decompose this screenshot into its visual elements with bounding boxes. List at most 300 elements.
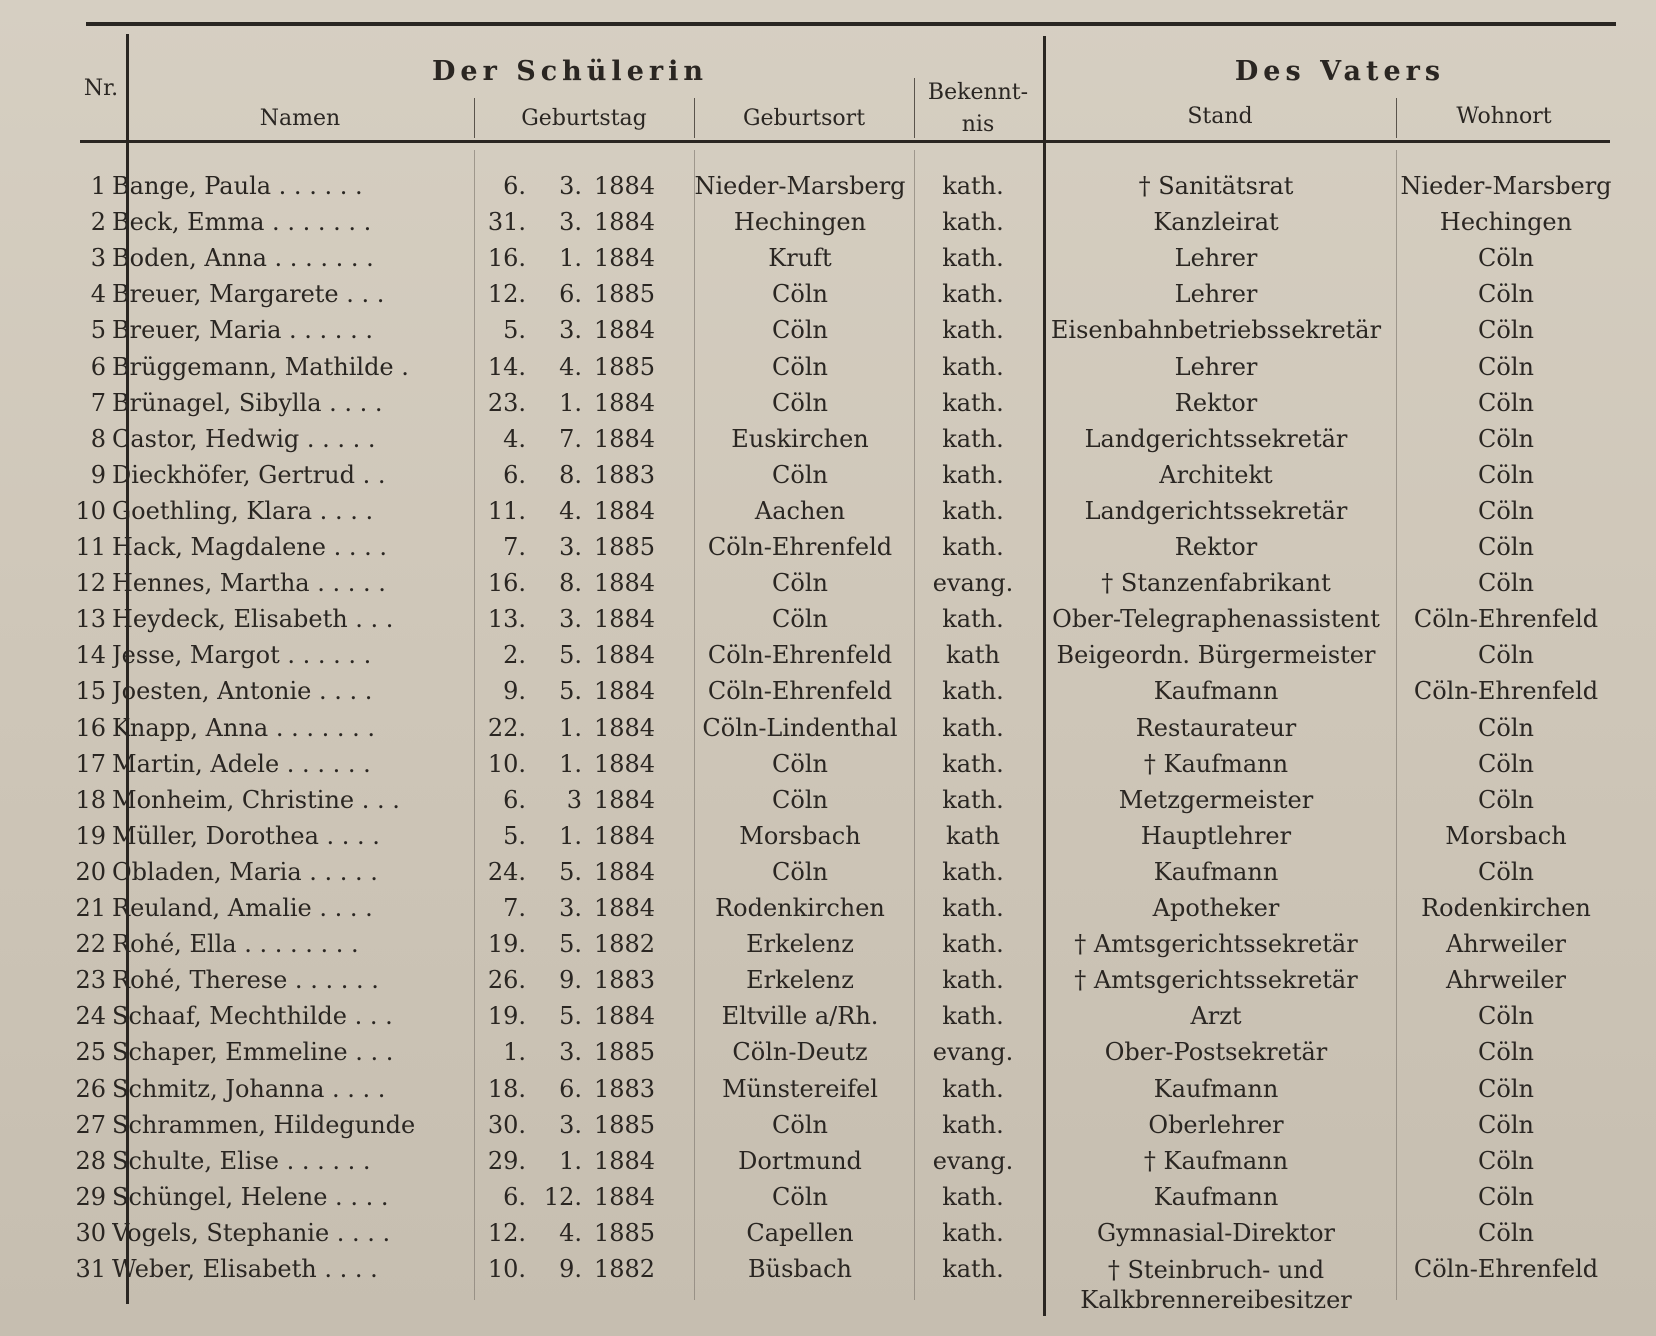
- father-occupation: Apotheker: [1152, 894, 1280, 922]
- birth-day: 22.: [487, 713, 526, 742]
- birth-day: 19.: [487, 1002, 526, 1031]
- father-occupation: Rektor: [1174, 388, 1258, 417]
- student-name: Obladen, Maria . . . . .: [112, 857, 378, 886]
- row-number: 26: [75, 1074, 106, 1103]
- birth-day: 31.: [487, 208, 526, 237]
- birth-year: 1885: [594, 1218, 656, 1247]
- birth-year: 1884: [594, 172, 656, 200]
- table-row: [0, 349, 1656, 385]
- table-row: [0, 1251, 1656, 1314]
- father-residence: Cöln: [1478, 1182, 1534, 1211]
- confession: kath.: [942, 785, 1004, 814]
- birth-year: 1884: [594, 1002, 656, 1031]
- father-residence: Cöln: [1478, 569, 1534, 598]
- birth-month: 3.: [559, 894, 582, 922]
- table-row: [0, 385, 1656, 421]
- birth-place: Eltville a/Rh.: [721, 1002, 879, 1031]
- father-occupation: Arzt: [1190, 1002, 1242, 1031]
- student-name: Knapp, Anna . . . . . . .: [112, 713, 376, 742]
- row-number: 17: [75, 749, 106, 778]
- birth-year: 1883: [594, 460, 656, 489]
- birth-place: Cöln: [772, 749, 828, 778]
- birth-place: Cöln-Deutz: [732, 1038, 868, 1067]
- father-occupation: Kaufmann: [1153, 857, 1279, 886]
- birth-month: 8.: [559, 460, 582, 489]
- birth-year: 1884: [594, 749, 656, 778]
- father-residence: Cöln: [1478, 785, 1534, 814]
- table-row: [0, 854, 1656, 890]
- birth-day: 26.: [487, 966, 526, 995]
- birth-place: Büsbach: [748, 1255, 852, 1283]
- father-occupation: Ober-Postsekretär: [1104, 1038, 1328, 1067]
- birth-month: 5.: [559, 641, 582, 670]
- father-occupation: Architekt: [1159, 460, 1273, 489]
- birth-day: 13.: [487, 605, 526, 634]
- birth-year: 1884: [594, 316, 656, 345]
- geburtstag-divider: [694, 98, 695, 138]
- birth-place: Aachen: [754, 496, 846, 525]
- birth-month: 5.: [559, 857, 582, 886]
- row-number: 13: [75, 605, 106, 634]
- birth-place: Cöln: [772, 460, 828, 489]
- birth-year: 1884: [594, 569, 656, 598]
- father-residence: Cöln: [1478, 1074, 1534, 1103]
- birth-year: 1884: [594, 821, 656, 850]
- birth-day: 16.: [487, 569, 526, 598]
- birth-year: 1883: [594, 1074, 656, 1103]
- birth-month: 4.: [559, 1218, 582, 1247]
- birth-place: Cöln: [772, 352, 828, 381]
- confession: kath.: [942, 857, 1004, 886]
- birth-month: 12.: [543, 1182, 582, 1211]
- father-residence: Cöln-Ehrenfeld: [1413, 1255, 1599, 1283]
- father-residence: Cöln: [1478, 1218, 1534, 1247]
- birth-place: Erkelenz: [746, 930, 854, 959]
- table-row: [0, 1071, 1656, 1107]
- header-geburtstag: Geburtstag: [521, 106, 647, 131]
- student-name: Schmitz, Johanna . . . .: [112, 1074, 386, 1103]
- row-number: 10: [75, 496, 106, 525]
- birth-year: 1884: [594, 496, 656, 525]
- table-row: [0, 312, 1656, 348]
- row-number: 19: [75, 821, 106, 850]
- student-name: Heydeck, Elisabeth . . .: [112, 605, 394, 634]
- birth-place: Cöln-Ehrenfeld: [707, 533, 893, 561]
- birth-day: 6.: [503, 460, 526, 489]
- student-name: Müller, Dorothea . . . .: [112, 821, 380, 850]
- row-number: 6: [90, 352, 106, 381]
- confession: evang.: [932, 1146, 1014, 1175]
- confession: kath.: [942, 388, 1004, 417]
- confession: kath.: [942, 605, 1004, 634]
- father-residence: Nieder-Marsberg: [1400, 172, 1612, 200]
- birth-day: 5.: [503, 821, 526, 850]
- father-residence: Hechingen: [1439, 208, 1573, 237]
- birth-place: Cöln: [772, 1182, 828, 1211]
- geburtsort-divider: [914, 78, 915, 138]
- birth-month: 1.: [559, 821, 582, 850]
- birth-place: Cöln: [772, 1110, 828, 1139]
- student-name: Schulte, Elise . . . . . .: [112, 1146, 371, 1175]
- father-residence: Cöln: [1478, 1110, 1534, 1139]
- father-residence: Ahrweiler: [1445, 930, 1567, 959]
- row-number: 14: [75, 641, 106, 670]
- student-name: Martin, Adele . . . . . .: [112, 749, 371, 778]
- father-occupation: † Kaufmann: [1143, 1146, 1289, 1175]
- birth-day: 16.: [487, 244, 526, 273]
- birth-month: 3.: [559, 172, 582, 200]
- birth-day: 12.: [487, 1218, 526, 1247]
- birth-year: 1884: [594, 857, 656, 886]
- table-row: [0, 601, 1656, 637]
- father-residence: Cöln: [1478, 857, 1534, 886]
- birth-month: 5.: [559, 1002, 582, 1031]
- confession: kath.: [942, 930, 1004, 959]
- table-row: [0, 240, 1656, 276]
- confession: kath.: [942, 533, 1004, 561]
- father-occupation: Beigeordn. Bürgermeister: [1056, 641, 1376, 670]
- birth-day: 11.: [487, 496, 526, 525]
- confession: kath.: [942, 677, 1004, 706]
- student-name: Castor, Hedwig . . . . .: [112, 424, 376, 453]
- row-number: 23: [75, 966, 106, 995]
- table-row: [0, 673, 1656, 709]
- student-name: Brünagel, Sibylla . . . .: [112, 388, 383, 417]
- father-residence: Cöln: [1478, 641, 1534, 670]
- student-name: Joesten, Antonie . . . .: [112, 677, 373, 706]
- student-name: Breuer, Margarete . . .: [112, 280, 385, 309]
- birth-year: 1884: [594, 424, 656, 453]
- father-occupation: † Kaufmann: [1143, 749, 1289, 778]
- confession: evang.: [932, 1038, 1014, 1067]
- birth-month: 3.: [559, 1110, 582, 1139]
- birth-year: 1884: [594, 208, 656, 237]
- header-bekenntnis-line2: nis: [961, 112, 995, 137]
- father-residence: Cöln: [1478, 1038, 1534, 1067]
- birth-day: 7.: [503, 894, 526, 922]
- birth-day: 23.: [487, 388, 526, 417]
- row-number: 30: [75, 1218, 106, 1247]
- row-number: 21: [75, 894, 106, 922]
- row-number: 31: [75, 1255, 106, 1283]
- father-occupation: Oberlehrer: [1148, 1110, 1284, 1139]
- birth-month: 1.: [559, 749, 582, 778]
- birth-year: 1884: [594, 677, 656, 706]
- table-row: [0, 1034, 1656, 1070]
- row-number: 2: [90, 208, 106, 237]
- confession: kath.: [942, 1002, 1004, 1031]
- student-name: Brüggemann, Mathilde .: [112, 352, 409, 381]
- student-name: Schrammen, Hildegunde: [112, 1110, 416, 1139]
- birth-month: 6.: [559, 1074, 582, 1103]
- confession: kath.: [942, 1182, 1004, 1211]
- table-row: [0, 1215, 1656, 1251]
- confession: kath.: [942, 1074, 1004, 1103]
- confession: kath.: [942, 424, 1004, 453]
- birth-year: 1884: [594, 605, 656, 634]
- row-number: 22: [75, 930, 106, 959]
- father-occupation: † Steinbruch- und Kalkbrennereibesitzer: [1080, 1256, 1352, 1314]
- row-number: 1: [90, 172, 106, 200]
- birth-day: 10.: [487, 1255, 526, 1283]
- table-row: [0, 168, 1656, 204]
- birth-month: 7.: [559, 424, 582, 453]
- table-row: [0, 204, 1656, 240]
- birth-place: Cöln: [772, 388, 828, 417]
- birth-year: 1884: [594, 1182, 656, 1211]
- birth-place: Cöln: [772, 316, 828, 345]
- father-occupation: Lehrer: [1174, 280, 1258, 309]
- father-residence: Cöln: [1478, 316, 1534, 345]
- stand-divider: [1396, 98, 1397, 138]
- student-name: Reuland, Amalie . . . .: [112, 894, 373, 922]
- birth-year: 1884: [594, 713, 656, 742]
- father-occupation: Metzgermeister: [1118, 785, 1314, 814]
- birth-place: Münstereifel: [722, 1074, 878, 1103]
- row-number: 15: [75, 677, 106, 706]
- table-row: [0, 998, 1656, 1034]
- confession: evang.: [932, 569, 1014, 598]
- father-residence: Cöln: [1478, 1146, 1534, 1175]
- confession: kath.: [942, 172, 1004, 200]
- birth-place: Capellen: [746, 1218, 854, 1247]
- header-geburtsort: Geburtsort: [742, 106, 866, 131]
- birth-month: 3.: [559, 1038, 582, 1067]
- confession: kath.: [942, 208, 1004, 237]
- birth-year: 1885: [594, 280, 656, 309]
- table-row: [0, 710, 1656, 746]
- row-number: 11: [75, 533, 106, 561]
- confession: kath.: [942, 713, 1004, 742]
- header-nr: Nr.: [83, 76, 119, 101]
- father-occupation: † Amtsgerichtssekretär: [1074, 930, 1358, 959]
- father-occupation: Landgerichtssekretär: [1084, 424, 1348, 453]
- birth-year: 1885: [594, 533, 656, 561]
- birth-day: 9.: [503, 677, 526, 706]
- birth-day: 29.: [487, 1146, 526, 1175]
- father-residence: Cöln: [1478, 460, 1534, 489]
- birth-place: Hechingen: [733, 208, 867, 237]
- birth-month: 4.: [559, 352, 582, 381]
- birth-year: 1884: [594, 388, 656, 417]
- table-row: [0, 962, 1656, 998]
- table-row: [0, 926, 1656, 962]
- table-row: [0, 1107, 1656, 1143]
- birth-place: Cöln: [772, 857, 828, 886]
- father-residence: Cöln-Ehrenfeld: [1413, 677, 1599, 706]
- father-occupation: Landgerichtssekretär: [1084, 496, 1348, 525]
- birth-place: Cöln: [772, 280, 828, 309]
- confession: kath.: [942, 316, 1004, 345]
- row-number: 5: [90, 316, 106, 345]
- student-name: Rohé, Therese . . . . . .: [112, 966, 379, 995]
- row-number: 3: [90, 244, 106, 273]
- birth-year: 1884: [594, 244, 656, 273]
- birth-year: 1884: [594, 641, 656, 670]
- row-number: 28: [75, 1146, 106, 1175]
- header-wohnort: Wohnort: [1456, 104, 1552, 129]
- birth-place: Erkelenz: [746, 966, 854, 995]
- student-name: Breuer, Maria . . . . . .: [112, 316, 373, 345]
- birth-place: Cöln: [772, 569, 828, 598]
- father-occupation: Lehrer: [1174, 352, 1258, 381]
- father-occupation: Rektor: [1174, 533, 1258, 561]
- student-name: Monheim, Christine . . .: [112, 785, 400, 814]
- birth-place: Cöln-Ehrenfeld: [707, 641, 893, 670]
- table-row: [0, 637, 1656, 673]
- father-residence: Cöln: [1478, 352, 1534, 381]
- row-number: 8: [90, 424, 106, 453]
- row-number: 18: [75, 785, 106, 814]
- row-number: 24: [75, 1002, 106, 1031]
- father-occupation: Ober-Telegraphenassistent: [1052, 605, 1380, 634]
- row-number: 4: [90, 280, 106, 309]
- birth-day: 30.: [487, 1110, 526, 1139]
- father-occupation: † Stanzenfabrikant: [1101, 569, 1331, 598]
- father-occupation: Lehrer: [1174, 244, 1258, 273]
- namen-divider: [474, 98, 475, 138]
- student-name: Hack, Magdalene . . . .: [112, 533, 387, 561]
- top-rule: [86, 22, 1616, 26]
- row-number: 29: [75, 1182, 106, 1211]
- birth-month: 3.: [559, 605, 582, 634]
- header-namen: Namen: [259, 106, 341, 131]
- father-residence: Cöln-Ehrenfeld: [1413, 605, 1599, 634]
- header-bottom-rule: [80, 140, 1610, 143]
- table-row: [0, 818, 1656, 854]
- birth-day: 19.: [487, 930, 526, 959]
- student-name: Beck, Emma . . . . . . .: [112, 208, 372, 237]
- student-name: Dieckhöfer, Gertrud . .: [112, 460, 386, 489]
- birth-place: Cöln-Lindenthal: [702, 713, 898, 742]
- birth-month: 3.: [559, 533, 582, 561]
- father-occupation: Kanzleirat: [1153, 208, 1279, 237]
- confession: kath.: [942, 352, 1004, 381]
- student-name: Schaaf, Mechthilde . . .: [112, 1002, 393, 1031]
- student-name: Rohé, Ella . . . . . . . .: [112, 930, 359, 959]
- father-occupation: Kaufmann: [1153, 677, 1279, 706]
- birth-day: 4.: [503, 424, 526, 453]
- father-residence: Rodenkirchen: [1421, 894, 1591, 922]
- table-row: [0, 493, 1656, 529]
- birth-day: 7.: [503, 533, 526, 561]
- birth-year: 1884: [594, 894, 656, 922]
- birth-place: Rodenkirchen: [715, 894, 885, 922]
- table-row: [0, 529, 1656, 565]
- birth-day: 14.: [487, 352, 526, 381]
- birth-day: 6.: [503, 1182, 526, 1211]
- father-residence: Cöln: [1478, 388, 1534, 417]
- student-name: Vogels, Stephanie . . . .: [112, 1218, 391, 1247]
- student-name: Bange, Paula . . . . . .: [112, 172, 363, 200]
- confession: kath: [946, 821, 1000, 850]
- father-residence: Ahrweiler: [1445, 966, 1567, 995]
- table-row: [0, 457, 1656, 493]
- birth-month: 6.: [559, 280, 582, 309]
- father-residence: Cöln: [1478, 1002, 1534, 1031]
- row-number: 16: [75, 713, 106, 742]
- confession: kath.: [942, 1255, 1004, 1283]
- father-occupation: Eisenbahnbetriebssekretär: [1050, 316, 1382, 345]
- birth-place: Morsbach: [739, 821, 861, 850]
- birth-year: 1885: [594, 1038, 656, 1067]
- confession: kath.: [942, 280, 1004, 309]
- birth-place: Euskirchen: [731, 424, 869, 453]
- student-name: Jesse, Margot . . . . . .: [112, 641, 372, 670]
- birth-place: Cöln: [772, 605, 828, 634]
- birth-day: 18.: [487, 1074, 526, 1103]
- birth-month: 8.: [559, 569, 582, 598]
- table-row: [0, 782, 1656, 818]
- birth-day: 24.: [487, 857, 526, 886]
- birth-year: 1884: [594, 1146, 656, 1175]
- student-name: Weber, Elisabeth . . . .: [112, 1255, 378, 1283]
- row-number: 25: [75, 1038, 106, 1067]
- father-occupation: Kaufmann: [1153, 1074, 1279, 1103]
- row-number: 9: [90, 460, 106, 489]
- birth-month: 4.: [559, 496, 582, 525]
- birth-day: 10.: [487, 749, 526, 778]
- student-name: Boden, Anna . . . . . . .: [112, 244, 374, 273]
- father-occupation: Restaurateur: [1135, 713, 1297, 742]
- birth-day: 2.: [503, 641, 526, 670]
- birth-month: 3.: [559, 208, 582, 237]
- father-occupation: Kaufmann: [1153, 1182, 1279, 1211]
- row-number: 12: [75, 569, 106, 598]
- birth-year: 1882: [594, 930, 656, 959]
- father-residence: Morsbach: [1445, 821, 1567, 850]
- row-number: 7: [90, 388, 106, 417]
- father-residence: Cöln: [1478, 496, 1534, 525]
- confession: kath.: [942, 966, 1004, 995]
- birth-year: 1882: [594, 1255, 656, 1283]
- birth-place: Nieder-Marsberg: [694, 172, 906, 200]
- birth-year: 1885: [594, 1110, 656, 1139]
- confession: kath.: [942, 496, 1004, 525]
- birth-month: 1.: [559, 388, 582, 417]
- student-name: Schüngel, Helene . . . .: [112, 1182, 389, 1211]
- father-residence: Cöln: [1478, 533, 1534, 561]
- birth-day: 5.: [503, 316, 526, 345]
- father-residence: Cöln: [1478, 749, 1534, 778]
- header-vaters-group: Des Vaters: [1234, 56, 1446, 87]
- father-residence: Cöln: [1478, 280, 1534, 309]
- confession: kath.: [942, 460, 1004, 489]
- birth-month: 3: [566, 785, 582, 814]
- header-stand: Stand: [1187, 104, 1253, 129]
- row-number: 27: [75, 1110, 106, 1139]
- birth-year: 1884: [594, 785, 656, 814]
- birth-month: 5.: [559, 930, 582, 959]
- birth-day: 12.: [487, 280, 526, 309]
- birth-month: 9.: [559, 966, 582, 995]
- birth-place: Dortmund: [738, 1146, 862, 1175]
- father-residence: Cöln: [1478, 424, 1534, 453]
- confession: kath.: [942, 749, 1004, 778]
- table-row: [0, 1143, 1656, 1179]
- table-row: [0, 276, 1656, 312]
- birth-day: 6.: [503, 785, 526, 814]
- father-occupation: † Sanitätsrat: [1138, 172, 1294, 200]
- row-number: 20: [75, 857, 106, 886]
- confession: kath.: [942, 1218, 1004, 1247]
- table-row: [0, 1179, 1656, 1215]
- student-name: Schaper, Emmeline . . .: [112, 1038, 394, 1067]
- birth-month: 9.: [559, 1255, 582, 1283]
- father-occupation: † Amtsgerichtssekretär: [1074, 966, 1358, 995]
- birth-place: Cöln-Ehrenfeld: [707, 677, 893, 706]
- father-residence: Cöln: [1478, 713, 1534, 742]
